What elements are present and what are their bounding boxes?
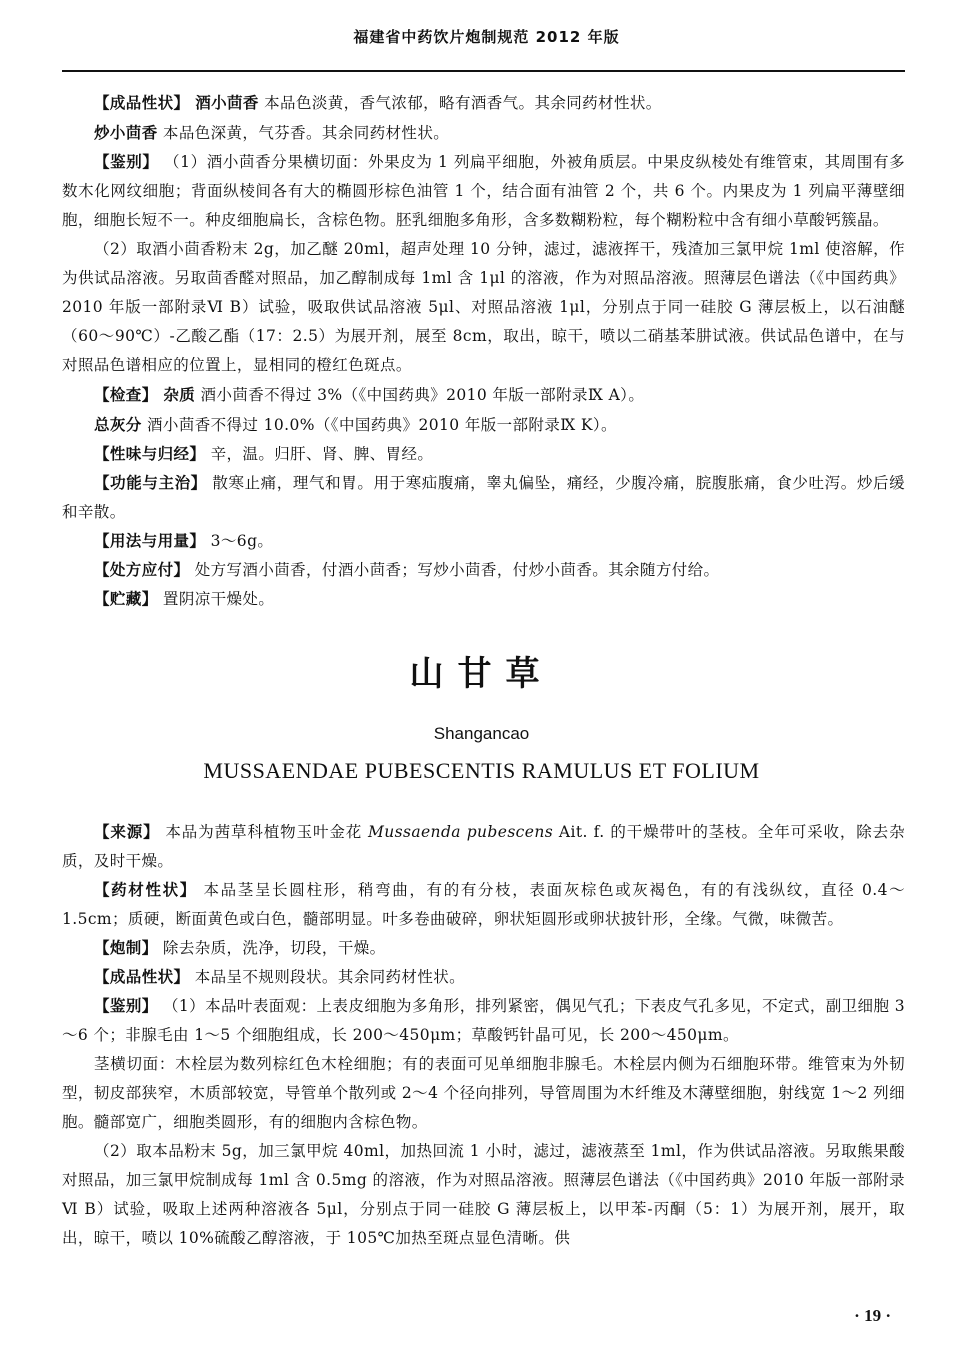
paragraph <box>62 440 905 469</box>
text-run: Ait. f. 的干燥带叶的茎枝。全年可采收，除去杂质，及时干燥。 <box>62 823 905 870</box>
text-run: （2）取酒小茴香粉末 2g，加乙醚 20ml，超声处理 10 分钟，滤过，滤液挥干，残渣加三氯甲烷 1ml 使溶解，作为供试品溶液。另取茴香醛对照品，加乙醇制成每 1ml 含 1μl 的溶液，作为对照品溶液。照薄层色谱法（《中国药典》2010 年版一部附录Ⅵ B）试验，吸取供试品溶液 5μl、对照品溶液 1μl，分别点于同一硅胶 G 薄层板上，以石油醚（60～90℃）-乙酸乙酯（17：2.5）为展开剂，展至 8cm，取出，晾干，喷以二硝基苯肼试液。供试品色谱中，在与对照品色谱相应的位置上，显相同的橙红色斑点。 <box>62 240 905 374</box>
text-run: 茎横切面：木栓层为数列棕红色木栓细胞；有的表面可见单细胞非腺毛。木栓层内侧为石细胞环带。维管束为外韧型，韧皮部狭窄，木质部较宽，导管单个散列或 2～4 个径向排列，导管周围为木纤维及木薄壁细胞，射线宽 1～2 列细胞。髓部宽广，细胞类圆形，有的细胞内含棕色物。 <box>62 1055 905 1131</box>
monograph-latin-name: MUSSAENDAE PUBESCENTIS RAMULUS ET FOLIUM <box>203 758 760 783</box>
text-run: 本品茎呈长圆柱形，稍弯曲，有的有分枝，表面灰棕色或灰褐色，有的有浅纵纹，直径 0.4～1.5cm；质硬，断面黄色或白色，髓部明显。叶多卷曲破碎，卵状矩圆形或卵状披针形，全缘。气微，味微苦。 <box>62 881 905 928</box>
section-label: 【来源】 <box>94 823 160 841</box>
text-run: 杂质 <box>157 385 196 404</box>
paragraph <box>62 410 905 440</box>
section-label: 【炮制】 <box>94 939 158 957</box>
latin-term: Mussaenda pubescens <box>367 823 554 841</box>
text-run: 散寒止痛，理气和胃。用于寒疝腹痛，睾丸偏坠，痛经，少腹冷痛，脘腹胀痛，食少吐泻。炒后缓和辛散。 <box>62 474 905 521</box>
section-label: 【用法与用量】 <box>94 532 206 550</box>
section-label: 【鉴别】 <box>94 997 158 1015</box>
section-label: 【处方应付】 <box>94 561 190 579</box>
paragraph <box>62 235 905 380</box>
text-run: （1）本品叶表面观：上表皮细胞为多角形，排列紧密，偶见气孔；下表皮气孔多见，不定式，副卫细胞 3～6 个；非腺毛由 1～5 个细胞组成，长 200～450μm；草酸钙针晶可见，长 200～450μm。 <box>62 997 905 1044</box>
section-label: 【成品性状】 <box>94 94 190 112</box>
monograph-pinyin: Shangancao <box>433 724 530 743</box>
text-run: （1）酒小茴香分果横切面：外果皮为 1 列扁平细胞，外被角质层。中果皮纵棱处有维管束，其周围有多数木化网纹细胞；背面纵棱间各有大的椭圆形棕色油管 1 个，结合面有油管 2 个，共 6 个。内果皮为 1 列扁平薄壁细胞，细胞长短不一。种皮细胞扁长，含棕色物。胚乳细胞多角形，含多数糊粉粒，每个糊粉粒中含有细小草酸钙簇晶。 <box>62 153 906 229</box>
text-run: 本品色淡黄，香气浓郁，略有酒香气。其余同药材性状。 <box>258 94 662 112</box>
text-run: 总灰分 <box>94 415 142 434</box>
section-label: 【药材性状】 <box>94 881 197 899</box>
paragraph <box>62 556 905 585</box>
text-run: 本品呈不规则段状。其余同药材性状。 <box>189 968 466 986</box>
text-run: 本品为茜草科植物玉叶金花 <box>159 823 368 841</box>
paragraph <box>62 118 905 148</box>
monograph-body <box>62 818 905 1253</box>
text-run: 处方写酒小茴香，付酒小茴香；写炒小茴香，付炒小茴香。其余随方付给。 <box>189 561 720 579</box>
monograph-title: 山甘草 <box>409 654 554 694</box>
text-run: 酒小茴香 <box>189 93 259 112</box>
text-run: 3～6g。 <box>205 532 274 550</box>
page-number: · 19 · <box>854 1306 891 1325</box>
paragraph <box>62 469 905 527</box>
text-run: （2）取本品粉末 5g，加三氯甲烷 40ml，加热回流 1 小时，滤过，滤液蒸至 1ml，作为供试品溶液。另取熊果酸对照品，加三氯甲烷制成每 1ml 含 0.5mg 的溶液，作为对照品溶液。照薄层色谱法（《中国药典》2010 年版一部附录Ⅵ B）试验，吸取上述两种溶液各 5μl，分别点于同一硅胶 G 薄层板上，以甲苯-丙酮（5：1）为展开剂，展开，取出，晾干，喷以 10%硫酸乙醇溶液，于 105℃加热至斑点显色清晰。供 <box>62 1142 905 1247</box>
paragraph <box>62 148 905 235</box>
section-label: 【性味与归经】 <box>94 445 206 463</box>
paragraph <box>62 963 905 992</box>
section-label: 【检查】 <box>94 386 158 404</box>
paragraph <box>62 88 905 118</box>
paragraph <box>62 818 905 876</box>
paragraph <box>62 934 905 963</box>
text-run: 炒小茴香 <box>94 123 158 142</box>
header-rule <box>62 70 905 72</box>
text-run: 除去杂质，洗净，切段，干燥。 <box>157 939 386 957</box>
paragraph <box>62 380 905 410</box>
section-label: 【贮藏】 <box>94 590 158 608</box>
section-label: 【功能与主治】 <box>94 474 207 492</box>
text-run: 酒小茴香不得过 3%（《中国药典》2010 年版一部附录Ⅸ A）。 <box>195 386 645 404</box>
previous-monograph-continuation <box>62 88 905 614</box>
section-label: 【鉴别】 <box>94 153 159 171</box>
paragraph <box>62 876 905 934</box>
running-header: 福建省中药饮片炮制规范 2012 年版 <box>353 28 620 46</box>
paragraph <box>62 527 905 556</box>
text-run: 置阴凉干燥处。 <box>157 590 275 608</box>
paragraph <box>62 1050 905 1137</box>
section-label: 【成品性状】 <box>94 968 190 986</box>
text-run: 本品色深黄，气芬香。其余同药材性状。 <box>157 124 450 142</box>
text-run: 酒小茴香不得过 10.0%（《中国药典》2010 年版一部附录Ⅸ K）。 <box>141 416 617 434</box>
paragraph <box>62 992 905 1050</box>
paragraph <box>62 585 905 614</box>
paragraph <box>62 1137 905 1253</box>
text-run: 辛，温。归肝、肾、脾、胃经。 <box>205 445 434 463</box>
